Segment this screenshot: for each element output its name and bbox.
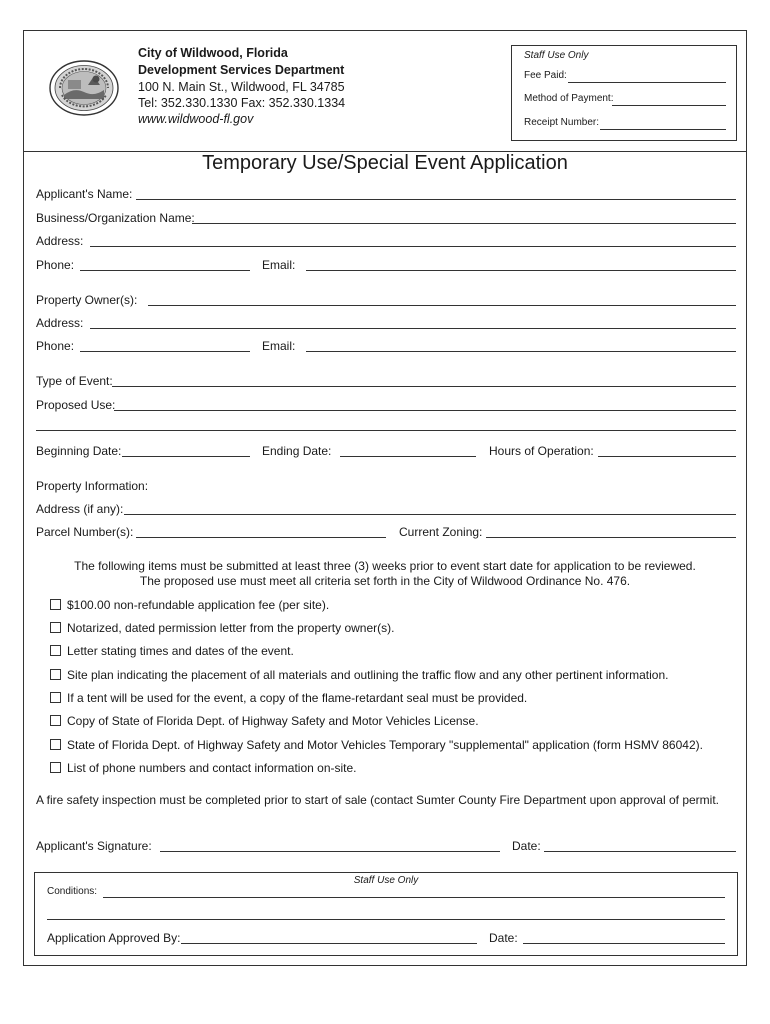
applicant-email-field[interactable] xyxy=(306,270,736,271)
applicant-name-field[interactable] xyxy=(136,199,736,200)
checkbox-hsmv-license[interactable] xyxy=(50,715,61,726)
conditions-field[interactable] xyxy=(103,897,725,898)
department-name: Development Services Department xyxy=(138,63,345,77)
fee-paid-label: Fee Paid: xyxy=(524,70,567,81)
proposed-use-field[interactable] xyxy=(114,410,736,411)
owner-email-field[interactable] xyxy=(306,351,736,352)
parcel-number-field[interactable] xyxy=(136,537,386,538)
staff-use-title: Staff Use Only xyxy=(524,50,589,61)
city-seal-logo xyxy=(48,59,120,117)
property-address-field[interactable] xyxy=(124,514,736,515)
proposed-use-label: Proposed Use: xyxy=(36,398,116,412)
submission-notice-line-2: The proposed use must meet all criteria set forth in the City of Wildwood Ordinance No. 476. xyxy=(139,574,631,588)
type-of-event-field[interactable] xyxy=(112,386,736,387)
checkbox-letter-times-dates[interactable] xyxy=(50,645,61,656)
approved-by-label: Application Approved By: xyxy=(47,931,181,945)
checklist-item-label: If a tent will be used for the event, a copy of the flame-retardant seal must be provided. xyxy=(67,691,528,705)
current-zoning-field[interactable] xyxy=(486,537,736,538)
applicant-phone-field[interactable] xyxy=(80,270,250,271)
submission-notice-line-1: The following items must be submitted at least three (3) weeks prior to event start date for application to be reviewed. xyxy=(74,559,696,573)
business-name-label: Business/Organization Name: xyxy=(36,211,195,225)
applicant-address-label: Address: xyxy=(36,234,84,248)
owner-phone-field[interactable] xyxy=(80,351,250,352)
receipt-number-label: Receipt Number: xyxy=(524,117,600,128)
current-zoning-label: Current Zoning: xyxy=(399,525,483,539)
checkbox-application-fee[interactable] xyxy=(50,599,61,610)
method-of-payment-field[interactable] xyxy=(612,105,726,106)
receipt-number-field[interactable] xyxy=(600,129,726,130)
method-of-payment-label: Method of Payment: xyxy=(524,93,614,104)
owner-address-label: Address: xyxy=(36,316,84,330)
proposed-use-field-line-2[interactable] xyxy=(36,430,736,431)
approval-date-field[interactable] xyxy=(523,943,725,944)
fire-inspection-notice: A fire safety inspection must be completed prior to start of sale (contact Sumter County Fire Department upon approval of permit. xyxy=(36,793,719,807)
conditions-label: Conditions: xyxy=(47,886,98,897)
business-name-field[interactable] xyxy=(192,223,736,224)
fee-paid-field[interactable] xyxy=(568,82,726,83)
ending-date-label: Ending Date: xyxy=(262,444,332,458)
applicant-signature-label: Applicant's Signature: xyxy=(36,839,152,853)
beginning-date-label: Beginning Date: xyxy=(36,444,122,458)
staff-approval-box xyxy=(34,872,738,956)
checkbox-contact-list[interactable] xyxy=(50,762,61,773)
hours-of-operation-field[interactable] xyxy=(598,456,736,457)
property-address-label: Address (if any): xyxy=(36,502,124,516)
checklist-item-label: Copy of State of Florida Dept. of Highway Safety and Motor Vehicles License. xyxy=(67,714,479,728)
approval-date-label: Date: xyxy=(489,931,518,945)
staff-approval-title: Staff Use Only xyxy=(353,875,419,886)
checklist-item-label: List of phone numbers and contact information on-site. xyxy=(67,761,357,775)
applicant-signature-field[interactable] xyxy=(160,851,500,852)
beginning-date-field[interactable] xyxy=(122,456,250,457)
signature-date-field[interactable] xyxy=(544,851,736,852)
checklist-item-label: Site plan indicating the placement of all materials and outlining the traffic flow and any other pertinent information. xyxy=(67,668,669,682)
owner-email-label: Email: xyxy=(262,339,296,353)
owner-phone-label: Phone: xyxy=(36,339,75,353)
applicant-email-label: Email: xyxy=(262,258,296,272)
parcel-number-label: Parcel Number(s): xyxy=(36,525,134,539)
checkbox-permission-letter[interactable] xyxy=(50,622,61,633)
approved-by-field[interactable] xyxy=(181,943,477,944)
checkbox-hsmv-supplemental[interactable] xyxy=(50,739,61,750)
checklist-item-label: Notarized, dated permission letter from the property owner(s). xyxy=(67,621,395,635)
property-owners-label: Property Owner(s): xyxy=(36,293,138,307)
application-form xyxy=(23,30,747,966)
hours-of-operation-label: Hours of Operation: xyxy=(489,444,594,458)
org-phone-fax: Tel: 352.330.1330 Fax: 352.330.1334 xyxy=(138,96,346,110)
ending-date-field[interactable] xyxy=(340,456,476,457)
checklist-item-label: $100.00 non-refundable application fee (per site). xyxy=(67,598,330,612)
owner-address-field[interactable] xyxy=(90,328,736,329)
signature-date-label: Date: xyxy=(512,839,541,853)
checkbox-site-plan[interactable] xyxy=(50,669,61,680)
org-website: www.wildwood-fl.gov xyxy=(138,112,254,126)
org-name: City of Wildwood, Florida xyxy=(138,46,288,60)
property-owners-field[interactable] xyxy=(148,305,736,306)
checklist-item-label: Letter stating times and dates of the event. xyxy=(67,644,294,658)
checkbox-flame-retardant-seal[interactable] xyxy=(50,692,61,703)
type-of-event-label: Type of Event: xyxy=(36,374,113,388)
property-information-heading: Property Information: xyxy=(36,479,149,493)
checklist-item-label: State of Florida Dept. of Highway Safety and Motor Vehicles Temporary "supplemental" application (form HSMV 86042). xyxy=(67,738,703,752)
applicant-name-label: Applicant's Name: xyxy=(36,187,133,201)
staff-use-box xyxy=(511,45,737,141)
applicant-phone-label: Phone: xyxy=(36,258,75,272)
applicant-address-field[interactable] xyxy=(90,246,736,247)
org-address: 100 N. Main St., Wildwood, FL 34785 xyxy=(138,80,345,94)
form-title: Temporary Use/Special Event Application xyxy=(202,152,568,174)
conditions-field-line-2[interactable] xyxy=(47,919,725,920)
